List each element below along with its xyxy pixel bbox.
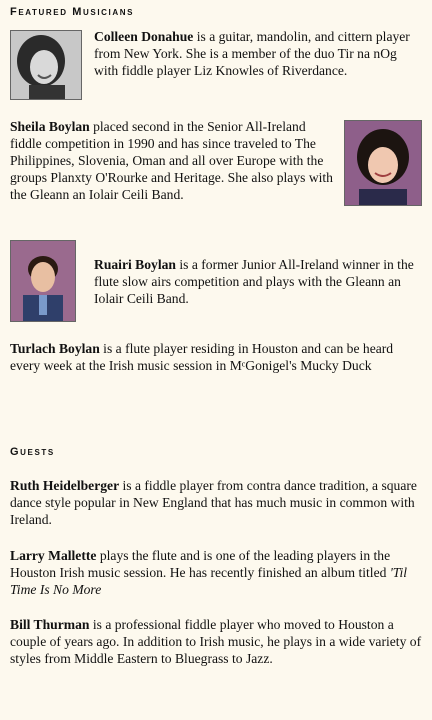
musician-name: Colleen Donahue — [94, 29, 194, 44]
musician-name: Sheila Boylan — [10, 119, 90, 134]
guest-bill — [10, 616, 422, 667]
sheila-photo — [344, 120, 422, 206]
ruairi-photo — [10, 240, 76, 322]
sheila-portrait-icon — [345, 121, 421, 205]
ruairi-portrait-icon — [11, 241, 75, 321]
guest-ruth — [10, 477, 422, 528]
album-title: 'Til Time Is No More — [10, 565, 408, 597]
musician-bio: is a guitar, mandolin, and cittern player from New York. She is a member of the duo Tir na nOg with fiddle player Liz Knowles of Riverdance. — [94, 29, 410, 78]
musician-name: Ruairi Boylan — [94, 257, 176, 272]
guest-bio: is a fiddle player from contra dance tradition, a square dance style popular in New England that has much music in common with Ireland. — [10, 478, 417, 527]
musician-bio: placed second in the Senior All-Ireland fiddle competition in 1990 and has since traveled to The Philippines, Slovenia, Oman and all over Europe with the groups Planxty O'Rourke and Heritage. She also plays with the Gleann an Iolair Ceili Band. — [10, 119, 333, 202]
musician-colleen — [94, 28, 424, 79]
guests-heading: Guests — [10, 446, 55, 458]
guest-bio: is a professional fiddle player who moved to Houston a couple of years ago. In addition to Irish music, he plays in a wide variety of styles from Middle Eastern to Bluegrass to Jazz. — [10, 617, 422, 666]
colleen-photo — [10, 30, 82, 100]
guest-name: Larry Mallette — [10, 548, 97, 563]
musician-name: Turlach Boylan — [10, 341, 100, 356]
musician-sheila — [10, 118, 340, 203]
musician-bio: is a former Junior All-Ireland winner in the flute slow airs competition and plays with the Gleann an Iolair Ceili Band. — [94, 257, 414, 306]
guest-larry — [10, 547, 422, 598]
featured-heading: Featured Musicians — [10, 6, 135, 18]
colleen-portrait-icon — [11, 31, 81, 99]
musician-turlach — [10, 340, 422, 374]
musician-ruairi — [94, 256, 424, 307]
guest-bio: plays the flute and is one of the leading players in the Houston Irish music session. He has recently finished an album titled — [10, 548, 391, 580]
guest-name: Ruth Heidelberger — [10, 478, 120, 493]
musician-bio: is a flute player residing in Houston and can be heard every week at the Irish music session in MᶜGonigel's Mucky Duck — [10, 341, 394, 373]
guest-name: Bill Thurman — [10, 617, 90, 632]
